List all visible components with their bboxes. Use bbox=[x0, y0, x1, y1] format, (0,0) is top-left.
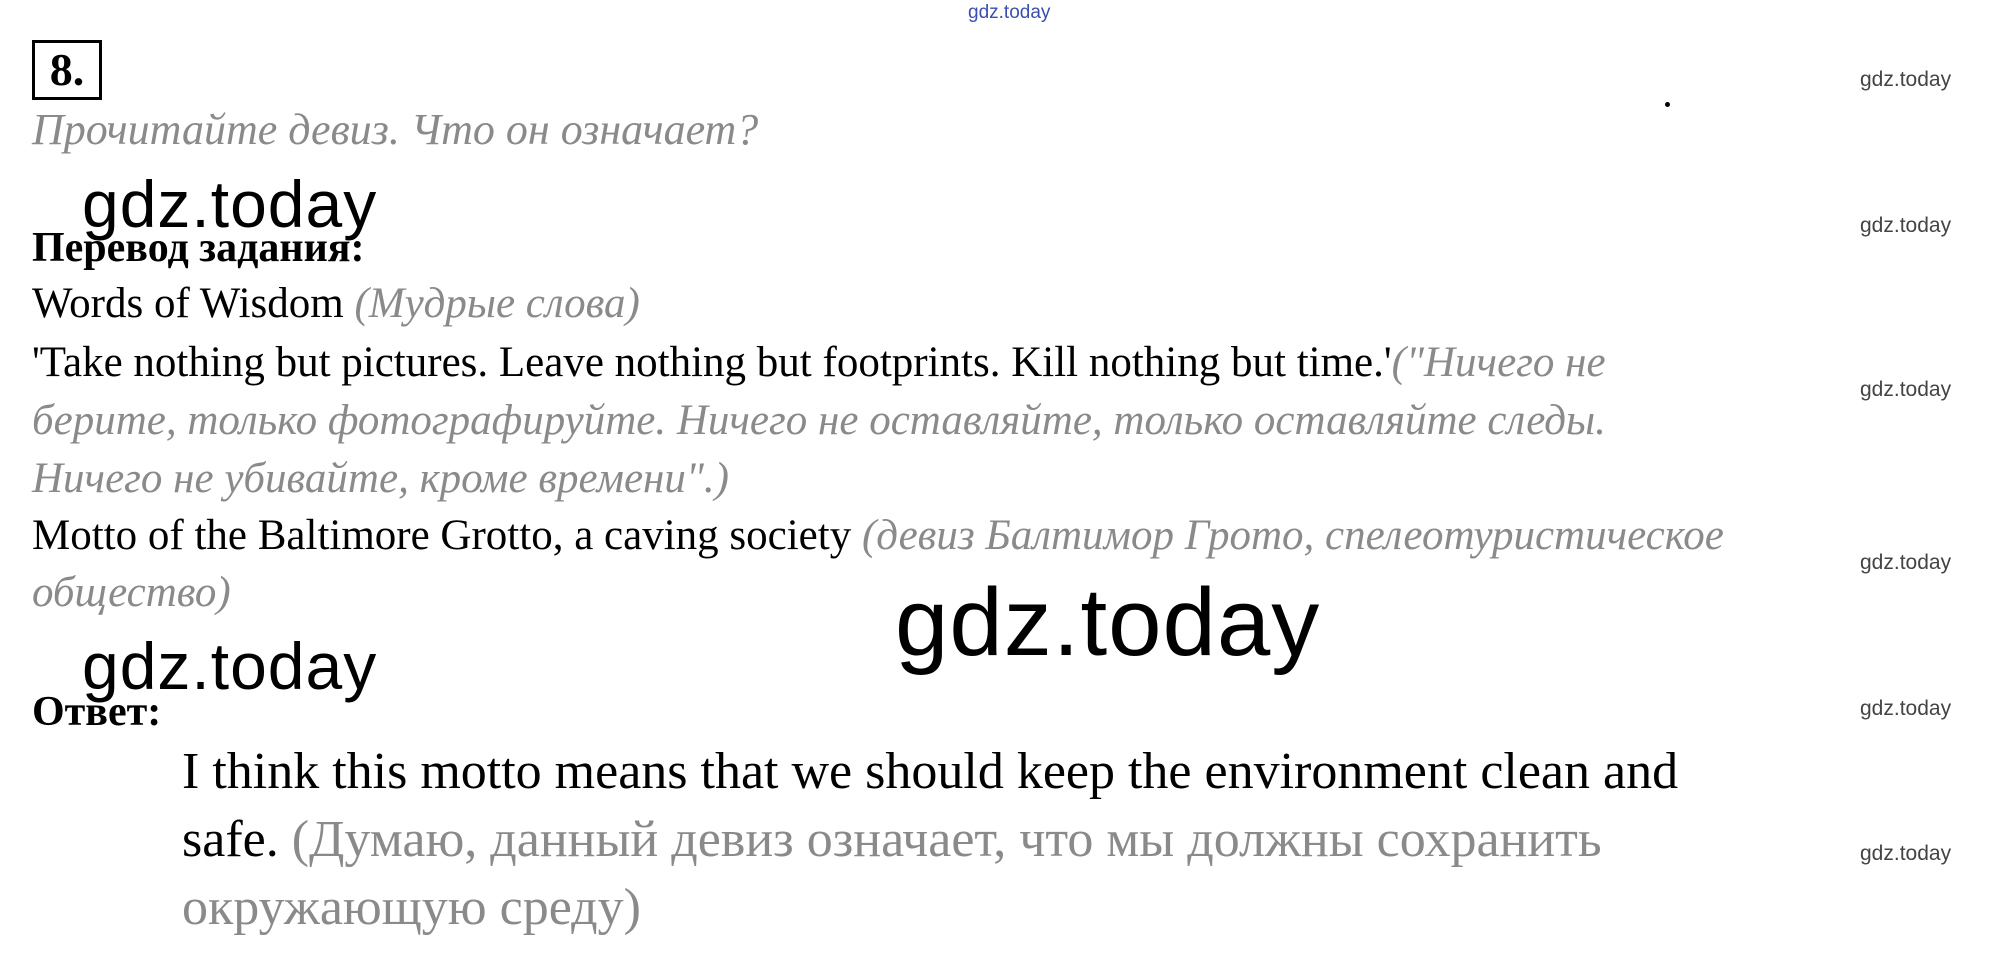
quote-en: 'Take nothing but pictures. Leave nothing but footprints. Kill nothing but time.' bbox=[32, 339, 1392, 386]
answer-heading: Ответ: bbox=[32, 689, 162, 735]
watermark-side: gdz.today bbox=[1860, 214, 1952, 237]
motto-ru: (девиз Балтимор Грото, спелеотуристическое bbox=[861, 512, 1724, 559]
answer-line-1: I think this motto means that we should keep the environment clean and bbox=[182, 743, 1679, 800]
watermark-side: gdz.today bbox=[1860, 842, 1952, 865]
title-ru: (Мудрые слова) bbox=[354, 280, 640, 327]
title-en: Words of Wisdom bbox=[32, 280, 344, 327]
quote-line-1 bbox=[32, 338, 1606, 387]
words-of-wisdom-line bbox=[32, 279, 640, 328]
watermark-side: gdz.today bbox=[1860, 68, 1952, 91]
watermark-side: gdz.today bbox=[1860, 551, 1952, 574]
motto-en: Motto of the Baltimore Grotto, a caving society bbox=[32, 512, 852, 559]
answer-line-3: окружающую среду) bbox=[182, 879, 641, 936]
watermark-side: gdz.today bbox=[1860, 697, 1952, 720]
motto-line-2: общество) bbox=[32, 569, 231, 616]
watermark-top: gdz.today bbox=[968, 2, 1051, 23]
watermark-side: gdz.today bbox=[1860, 378, 1952, 401]
answer-ru-start: (Думаю, данный девиз означает, что мы должны сохранить bbox=[291, 811, 1602, 868]
watermark-mid: gdz.today bbox=[82, 167, 378, 241]
task-number: 8. bbox=[32, 40, 102, 100]
translation-heading: Перевод задания: bbox=[32, 225, 365, 271]
watermark-big: gdz.today bbox=[895, 569, 1321, 676]
quote-line-3: Ничего не убивайте, кроме времени".) bbox=[32, 455, 729, 502]
quote-line-2: берите, только фотографируйте. Ничего не оставляйте, только оставляйте следы. bbox=[32, 397, 1606, 444]
answer-line-2 bbox=[182, 810, 1602, 869]
quote-ru-start: ("Ничего не bbox=[1391, 339, 1606, 386]
motto-line-1 bbox=[32, 511, 1724, 560]
stray-dot bbox=[1665, 102, 1670, 107]
answer-en-end: safe. bbox=[182, 811, 279, 868]
task-question: Прочитайте девиз. Что он означает? bbox=[32, 105, 759, 154]
watermark-mid: gdz.today bbox=[82, 629, 378, 703]
